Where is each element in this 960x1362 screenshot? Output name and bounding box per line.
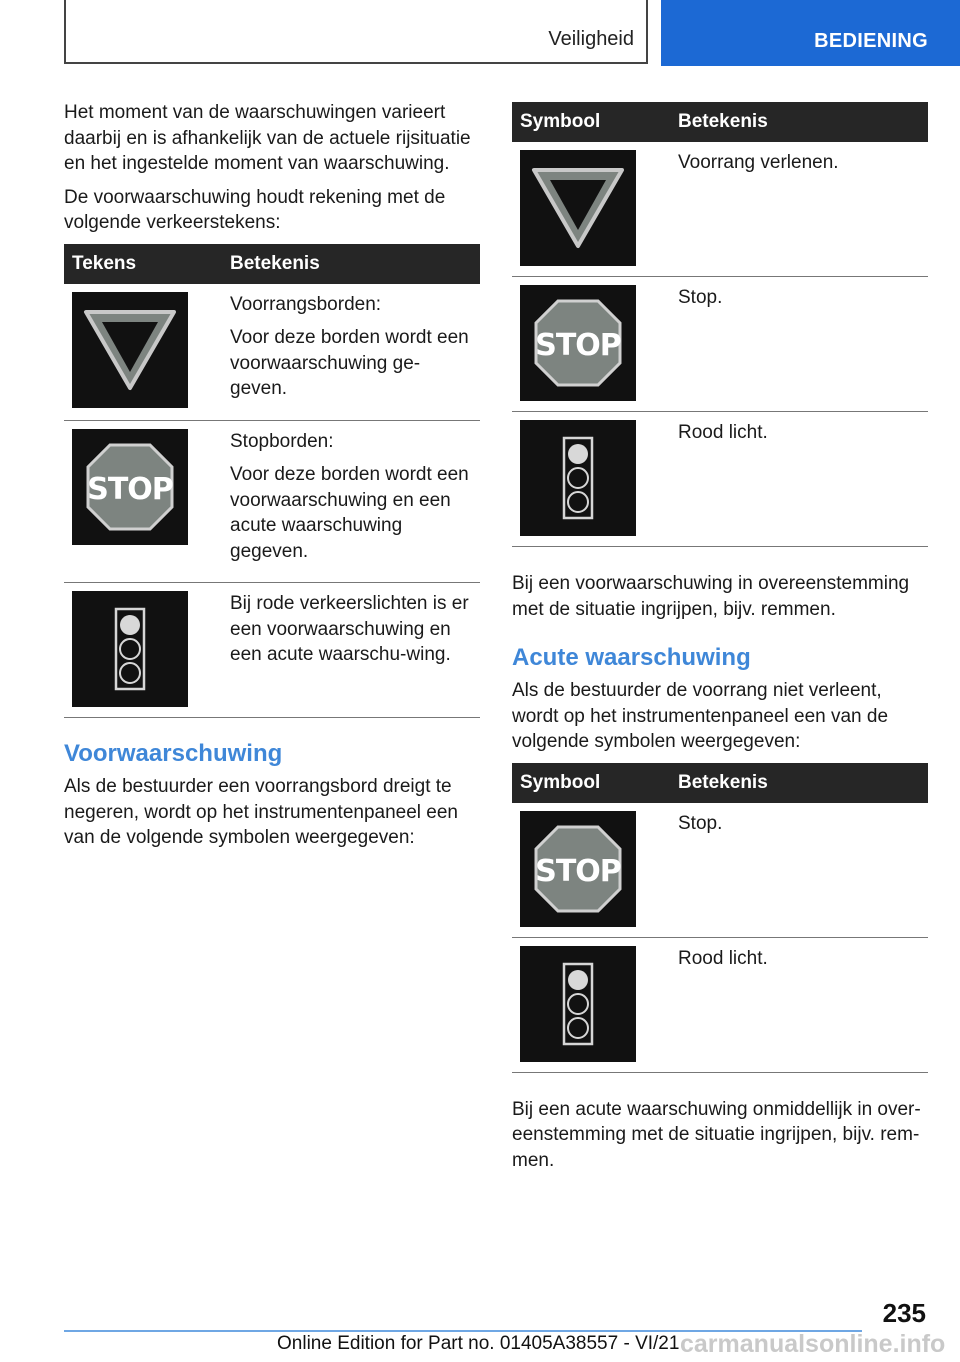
table-row [64,284,480,421]
voorwaarschuwing-paragraph: Als de bestuurder een voorrangsbord dreigt te negeren, wordt op het instrumentenpaneel een van de volgende symbolen weergegeven: [64,776,458,848]
watermark: carmanualsonline.info [680,1330,946,1358]
row-text: Bij rode verkeerslichten is er een voorwaarschuwing en een acute waarschu-wing. [230,593,469,665]
table-row [64,583,480,718]
column-header-symbool: Symbool [512,763,678,803]
header-section-title: Veiligheid [548,28,634,50]
pre-warning-action-paragraph: Bij een voorwaarschuwing in overeenstemming met de situatie ingrijpen, bijv. remmen. [512,573,910,620]
heading-voorwaarschuwing: Voorwaarschuwing [64,740,283,767]
table-row [512,937,928,1072]
intro-paragraph-2: De voorwaarschuwing houdt rekening met de volgende verkeerstekens: [64,186,446,233]
acute-intro-paragraph: Als de bestuurder de voorrang niet verleent, wordt op het instrumentenpaneel een van de volgende symbolen weergegeven: [512,680,889,752]
row-text: Rood licht. [678,422,768,443]
header-chapter-title: BEDIENING [814,30,928,52]
traffic-light-icon [520,946,636,1062]
symbols-table-acute-warning [512,763,928,1073]
header-section-box [64,0,648,64]
stop-sign-icon [72,429,188,545]
left-column [64,100,480,859]
stop-sign-icon [520,285,636,401]
stop-sign-icon [520,811,636,927]
row-text: Voor deze borden wordt een voorwaarschuwing ge-geven. [230,327,469,399]
intro-paragraph-1: Het moment van de waarschuwingen varieert daarbij en is afhankelijk van de actuele rijsituatie en het ingestelde moment van waarschuwing. [64,102,471,174]
column-header-betekenis: Betekenis [230,244,480,284]
table-row [64,420,480,583]
table-row [512,412,928,547]
column-header-betekenis: Betekenis [678,102,928,142]
heading-acute-waarschuwing: Acute waarschuwing [512,644,751,671]
row-text: Stop. [678,812,723,834]
column-header-tekens: Tekens [64,244,230,284]
column-header-symbool: Symbool [512,102,678,142]
row-title: Voorrangsborden: [230,293,382,315]
right-column [512,102,928,1181]
yield-sign-icon [72,292,188,408]
row-text: Voorrang verlenen. [678,152,839,173]
row-text: Stop. [678,287,723,308]
traffic-light-icon [72,591,188,707]
yield-sign-icon [520,150,636,266]
table-row [512,277,928,412]
footer-edition: Online Edition for Part no. 01405A38557 - VI/21 [277,1333,680,1354]
table-row [512,803,928,938]
acute-action-paragraph: Bij een acute waarschuwing onmiddellijk in over-eenstemming met de situatie ingrijpen, bijv. rem-men. [512,1098,921,1171]
column-header-betekenis: Betekenis [678,763,928,803]
row-text: Voor deze borden wordt een voorwaarschuwing en een acute waarschuwing gegeven. [230,464,469,562]
row-title: Stopborden: [230,430,334,452]
traffic-light-icon [520,420,636,536]
table-row [512,142,928,277]
header-chapter-tab[interactable] [661,0,960,66]
page-number: 235 [882,1298,926,1328]
row-text: Rood licht. [678,947,768,969]
signs-table [64,244,480,719]
symbols-table-pre-warning [512,102,928,547]
